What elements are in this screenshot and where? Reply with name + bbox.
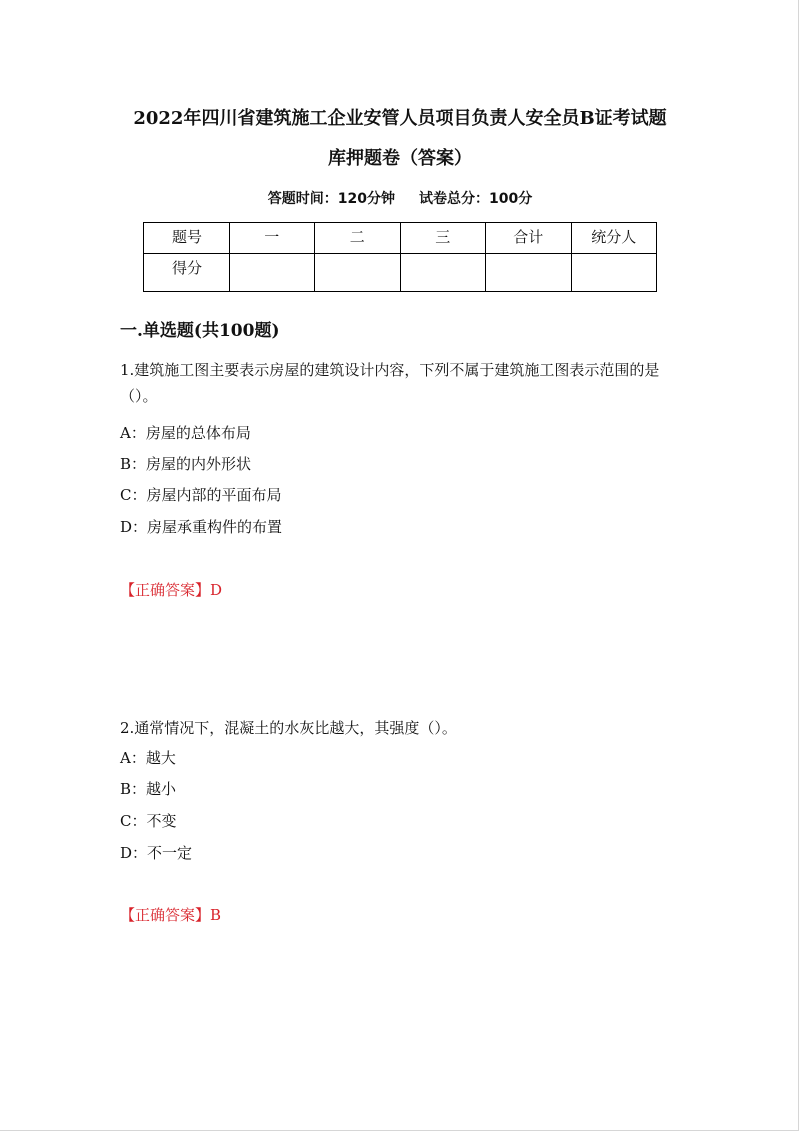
score-row-label: 得分 bbox=[144, 254, 230, 292]
question-2-option-c: C：不变 bbox=[120, 812, 177, 830]
question-1-option-b: B：房屋的内外形状 bbox=[120, 455, 252, 473]
question-2-option-a: A：越大 bbox=[120, 749, 176, 767]
score-header-cell: 题号 bbox=[144, 223, 230, 254]
question-1-option-d: D：房屋承重构件的布置 bbox=[120, 518, 283, 536]
question-1-text: 1.建筑施工图主要表示房屋的建筑设计内容，下列不属于建筑施工图表示范围的是（）。 bbox=[120, 361, 660, 405]
score-table-score-row bbox=[144, 254, 657, 292]
score-table bbox=[143, 222, 657, 292]
exam-meta bbox=[0, 190, 800, 208]
score-table-header-row bbox=[144, 223, 657, 254]
question-2-option-d: D：不一定 bbox=[120, 844, 193, 862]
question-1-option-c: C：房屋内部的平面布局 bbox=[120, 486, 282, 504]
score-header-cell: 合计 bbox=[486, 223, 572, 254]
exam-time: 答题时间：120分钟 bbox=[267, 191, 395, 207]
question-2-text: 2.通常情况下，混凝土的水灰比越大，其强度（）。 bbox=[120, 719, 457, 737]
score-cell bbox=[400, 254, 486, 292]
question-2-option-b: B：越小 bbox=[120, 780, 177, 798]
section-title: 一.单选题(共100题) bbox=[120, 321, 280, 341]
exam-title-line-1: 2022年四川省建筑施工企业安管人员项目负责人安全员B证考试题 bbox=[133, 108, 667, 129]
exam-total-score: 试卷总分：100分 bbox=[419, 191, 533, 207]
score-cell bbox=[486, 254, 572, 292]
score-header-cell: 一 bbox=[229, 223, 315, 254]
score-cell bbox=[229, 254, 315, 292]
question-2-answer: 【正确答案】B bbox=[120, 906, 222, 924]
question-1-option-a: A：房屋的总体布局 bbox=[120, 424, 251, 442]
score-cell bbox=[571, 254, 657, 292]
score-header-cell: 统分人 bbox=[571, 223, 657, 254]
score-header-cell: 二 bbox=[315, 223, 401, 254]
score-cell bbox=[315, 254, 401, 292]
score-header-cell: 三 bbox=[400, 223, 486, 254]
question-1-answer: 【正确答案】D bbox=[120, 581, 223, 599]
exam-title-line-2: 库押题卷（答案） bbox=[328, 148, 472, 169]
